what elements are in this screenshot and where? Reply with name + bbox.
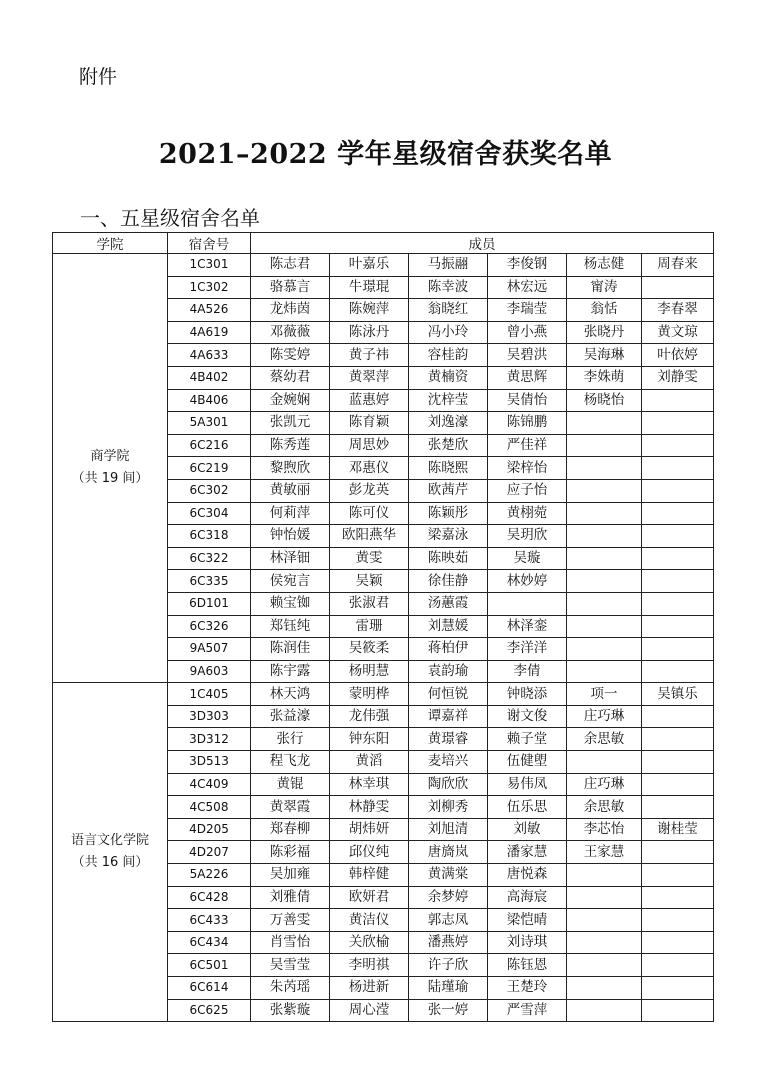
room-number-cell: 4C409: [168, 773, 251, 796]
member-cell: 叶嘉乐: [330, 254, 409, 277]
member-cell: 王家慧: [567, 841, 642, 864]
member-cell: 陆瑾瑜: [409, 977, 488, 1000]
member-cell: 骆慕言: [251, 276, 330, 299]
member-cell: [642, 592, 714, 615]
member-cell: 陈润佳: [251, 638, 330, 661]
member-cell: [567, 638, 642, 661]
member-cell: 郭志凤: [409, 909, 488, 932]
member-cell: 周春来: [642, 254, 714, 277]
member-cell: 钟怡媛: [251, 525, 330, 548]
member-cell: 张一婷: [409, 999, 488, 1022]
member-cell: 叶依婷: [642, 344, 714, 367]
college-cell: [53, 254, 168, 683]
member-cell: 吴海琳: [567, 344, 642, 367]
member-cell: [567, 592, 642, 615]
member-cell: 陈彩福: [251, 841, 330, 864]
member-cell: 伍乐思: [488, 796, 567, 819]
member-cell: 冯小玲: [409, 321, 488, 344]
member-cell: 杨志健: [567, 254, 642, 277]
member-cell: 余梦婷: [409, 886, 488, 909]
member-cell: 陶欣欣: [409, 773, 488, 796]
table-row: [53, 683, 714, 706]
member-cell: 邓薇薇: [251, 321, 330, 344]
member-cell: 容桂韵: [409, 344, 488, 367]
member-cell: 黄滔: [330, 751, 409, 774]
member-cell: 曾小燕: [488, 321, 567, 344]
member-cell: 刘诗琪: [488, 931, 567, 954]
member-cell: 谭嘉祥: [409, 705, 488, 728]
college-count: （共 19 间）: [71, 471, 149, 487]
member-cell: 龙伟强: [330, 705, 409, 728]
member-cell: 谢桂莹: [642, 818, 714, 841]
member-cell: 高海宸: [488, 886, 567, 909]
room-number-cell: 6C304: [168, 502, 251, 525]
member-cell: 蒙明桦: [330, 683, 409, 706]
member-cell: 牛璟琨: [330, 276, 409, 299]
member-cell: 陈颖彤: [409, 502, 488, 525]
member-cell: 伍健塱: [488, 751, 567, 774]
room-number-cell: 6C433: [168, 909, 251, 932]
member-cell: 余思敏: [567, 728, 642, 751]
room-number-cell: 6C318: [168, 525, 251, 548]
member-cell: 黄敏丽: [251, 479, 330, 502]
member-cell: 张楚欣: [409, 434, 488, 457]
header-college: 学院: [53, 233, 168, 254]
member-cell: 雷珊: [330, 615, 409, 638]
member-cell: 关欣榆: [330, 931, 409, 954]
room-number-cell: 1C302: [168, 276, 251, 299]
member-cell: [642, 502, 714, 525]
member-cell: 张行: [251, 728, 330, 751]
member-cell: [642, 479, 714, 502]
member-cell: 黄栩菀: [488, 502, 567, 525]
member-cell: [642, 977, 714, 1000]
member-cell: [567, 999, 642, 1022]
member-cell: 韩梓健: [330, 864, 409, 887]
member-cell: 欧茜芹: [409, 479, 488, 502]
member-cell: 吴玥欣: [488, 525, 567, 548]
member-cell: 吴碧洪: [488, 344, 567, 367]
member-cell: 郑春柳: [251, 818, 330, 841]
member-cell: 徐佳静: [409, 570, 488, 593]
member-cell: 刘敏: [488, 818, 567, 841]
room-number-cell: 6C335: [168, 570, 251, 593]
member-cell: [567, 751, 642, 774]
room-number-cell: 4B406: [168, 389, 251, 412]
member-cell: 朱芮瑶: [251, 977, 330, 1000]
college-count: （共 16 间）: [71, 855, 149, 871]
member-cell: [642, 909, 714, 932]
member-cell: [642, 389, 714, 412]
member-cell: [567, 457, 642, 480]
room-number-cell: 4A619: [168, 321, 251, 344]
room-number-cell: 9A507: [168, 638, 251, 661]
room-number-cell: 6D101: [168, 592, 251, 615]
member-cell: 谢文俊: [488, 705, 567, 728]
room-number-cell: 6C625: [168, 999, 251, 1022]
member-cell: [642, 954, 714, 977]
member-cell: 何莉萍: [251, 502, 330, 525]
member-cell: 李瑞莹: [488, 299, 567, 322]
member-cell: 林宏远: [488, 276, 567, 299]
member-cell: 翁恬: [567, 299, 642, 322]
room-number-cell: 4B402: [168, 366, 251, 389]
member-cell: 黄思辉: [488, 366, 567, 389]
dormitory-table: [52, 232, 714, 1022]
member-cell: [642, 728, 714, 751]
room-number-cell: 3D312: [168, 728, 251, 751]
member-cell: [567, 977, 642, 1000]
room-number-cell: 6C302: [168, 479, 251, 502]
member-cell: [642, 751, 714, 774]
room-number-cell: 6C614: [168, 977, 251, 1000]
member-cell: [567, 502, 642, 525]
member-cell: 庄巧琳: [567, 773, 642, 796]
member-cell: 林幸琪: [330, 773, 409, 796]
member-cell: 刘旭清: [409, 818, 488, 841]
member-cell: [642, 886, 714, 909]
member-cell: 吴筱柔: [330, 638, 409, 661]
member-cell: 欧妍君: [330, 886, 409, 909]
member-cell: 吴颖: [330, 570, 409, 593]
member-cell: 吴倩怡: [488, 389, 567, 412]
member-cell: 李姝萌: [567, 366, 642, 389]
member-cell: 潘家慧: [488, 841, 567, 864]
member-cell: 黄满棠: [409, 864, 488, 887]
table-body: [53, 254, 714, 1022]
member-cell: [567, 570, 642, 593]
member-cell: 李明祺: [330, 954, 409, 977]
member-cell: 黄文琼: [642, 321, 714, 344]
member-cell: 邱仪纯: [330, 841, 409, 864]
member-cell: 吴璇: [488, 547, 567, 570]
member-cell: 黎煦欣: [251, 457, 330, 480]
member-cell: 刘逸濠: [409, 412, 488, 435]
member-cell: 周思妙: [330, 434, 409, 457]
member-cell: 吴雪莹: [251, 954, 330, 977]
member-cell: 许子欣: [409, 954, 488, 977]
member-cell: 马振翮: [409, 254, 488, 277]
member-cell: [642, 570, 714, 593]
member-cell: [567, 931, 642, 954]
member-cell: 应子怡: [488, 479, 567, 502]
room-number-cell: 5A301: [168, 412, 251, 435]
header-members: 成员: [251, 233, 714, 254]
member-cell: 万善雯: [251, 909, 330, 932]
room-number-cell: 4D205: [168, 818, 251, 841]
member-cell: 陈幸波: [409, 276, 488, 299]
member-cell: 蓝惠婷: [330, 389, 409, 412]
room-number-cell: 6C501: [168, 954, 251, 977]
attachment-label: 附件: [79, 66, 118, 88]
room-number-cell: 4D207: [168, 841, 251, 864]
member-cell: [567, 909, 642, 932]
member-cell: 甯涛: [567, 276, 642, 299]
college-name: 商学院: [90, 449, 130, 465]
member-cell: 潘燕婷: [409, 931, 488, 954]
member-cell: [567, 547, 642, 570]
member-cell: 蔡幼君: [251, 366, 330, 389]
member-cell: 余思敏: [567, 796, 642, 819]
room-number-cell: 4C508: [168, 796, 251, 819]
member-cell: 庄巧琳: [567, 705, 642, 728]
member-cell: 肖雪怡: [251, 931, 330, 954]
room-number-cell: 6C326: [168, 615, 251, 638]
member-cell: 杨明慧: [330, 660, 409, 683]
member-cell: 张益濠: [251, 705, 330, 728]
room-number-cell: 1C301: [168, 254, 251, 277]
college-cell: [53, 683, 168, 1022]
member-cell: [488, 592, 567, 615]
member-cell: 黄楠资: [409, 366, 488, 389]
member-cell: 严雪萍: [488, 999, 567, 1022]
member-cell: 唐旖岚: [409, 841, 488, 864]
room-number-cell: 1C405: [168, 683, 251, 706]
member-cell: 金婉娴: [251, 389, 330, 412]
table-row: [53, 254, 714, 277]
member-cell: 陈宇露: [251, 660, 330, 683]
page-title: 2021–2022 学年星级宿舍获奖名单: [158, 139, 613, 170]
member-cell: 陈可仪: [330, 502, 409, 525]
room-number-cell: 6C219: [168, 457, 251, 480]
member-cell: 陈婉萍: [330, 299, 409, 322]
member-cell: [642, 615, 714, 638]
member-cell: [567, 479, 642, 502]
college-name: 语言文化学院: [70, 833, 149, 849]
member-cell: 李芯怡: [567, 818, 642, 841]
member-cell: 刘柳秀: [409, 796, 488, 819]
member-cell: [642, 864, 714, 887]
member-cell: 程飞龙: [251, 751, 330, 774]
member-cell: [567, 864, 642, 887]
header-room: 宿舍号: [168, 233, 251, 254]
member-cell: [642, 525, 714, 548]
member-cell: 黄锟: [251, 773, 330, 796]
member-cell: 张凯元: [251, 412, 330, 435]
member-cell: [642, 931, 714, 954]
member-cell: 林泽銮: [488, 615, 567, 638]
room-number-cell: 3D513: [168, 751, 251, 774]
member-cell: 蒋柏伊: [409, 638, 488, 661]
member-cell: [642, 999, 714, 1022]
member-cell: 李俊钢: [488, 254, 567, 277]
table-header-row: [53, 233, 714, 254]
member-cell: 陈雯婷: [251, 344, 330, 367]
member-cell: 陈晓熙: [409, 457, 488, 480]
member-cell: [642, 457, 714, 480]
room-number-cell: 9A603: [168, 660, 251, 683]
member-cell: 赖子堂: [488, 728, 567, 751]
member-cell: 郑钰纯: [251, 615, 330, 638]
member-cell: 李春翠: [642, 299, 714, 322]
member-cell: 黄子祎: [330, 344, 409, 367]
member-cell: 项一: [567, 683, 642, 706]
member-cell: [567, 886, 642, 909]
member-cell: 林天鸿: [251, 683, 330, 706]
member-cell: 王楚玲: [488, 977, 567, 1000]
member-cell: 张晓丹: [567, 321, 642, 344]
member-cell: 陈锦鹏: [488, 412, 567, 435]
room-number-cell: 3D303: [168, 705, 251, 728]
member-cell: 沈梓莹: [409, 389, 488, 412]
member-cell: 梁嘉泳: [409, 525, 488, 548]
member-cell: [642, 705, 714, 728]
member-cell: 林静雯: [330, 796, 409, 819]
member-cell: [567, 660, 642, 683]
member-cell: [567, 954, 642, 977]
member-cell: 杨进新: [330, 977, 409, 1000]
member-cell: 汤蕙霞: [409, 592, 488, 615]
member-cell: [642, 841, 714, 864]
member-cell: 何恒锐: [409, 683, 488, 706]
member-cell: 刘雅倩: [251, 886, 330, 909]
member-cell: 赖宝铷: [251, 592, 330, 615]
member-cell: 李倩: [488, 660, 567, 683]
section-title: 一、五星级宿舍名单: [80, 206, 260, 230]
member-cell: [642, 638, 714, 661]
member-cell: 彭龙英: [330, 479, 409, 502]
member-cell: 黄翠霞: [251, 796, 330, 819]
member-cell: 麦培兴: [409, 751, 488, 774]
member-cell: 欧阳燕华: [330, 525, 409, 548]
member-cell: 龙炜茵: [251, 299, 330, 322]
member-cell: 刘静雯: [642, 366, 714, 389]
member-cell: 翁晓红: [409, 299, 488, 322]
member-cell: 钟东阳: [330, 728, 409, 751]
member-cell: 李洋洋: [488, 638, 567, 661]
member-cell: 黄雯: [330, 547, 409, 570]
member-cell: 梁恺晴: [488, 909, 567, 932]
member-cell: [642, 276, 714, 299]
member-cell: [567, 525, 642, 548]
member-cell: 黄洁仪: [330, 909, 409, 932]
member-cell: 陈映茹: [409, 547, 488, 570]
room-number-cell: 4A526: [168, 299, 251, 322]
member-cell: 张淑君: [330, 592, 409, 615]
member-cell: [642, 660, 714, 683]
member-cell: [642, 796, 714, 819]
member-cell: [642, 434, 714, 457]
member-cell: 陈泳丹: [330, 321, 409, 344]
member-cell: 黄璟睿: [409, 728, 488, 751]
room-number-cell: 6C428: [168, 886, 251, 909]
member-cell: 梁梓怡: [488, 457, 567, 480]
member-cell: 吴加雍: [251, 864, 330, 887]
member-cell: 袁韵瑜: [409, 660, 488, 683]
member-cell: 严佳祥: [488, 434, 567, 457]
member-cell: [567, 615, 642, 638]
member-cell: [642, 773, 714, 796]
member-cell: 杨晓怡: [567, 389, 642, 412]
room-number-cell: 6C434: [168, 931, 251, 954]
member-cell: 陈育颖: [330, 412, 409, 435]
member-cell: [567, 412, 642, 435]
member-cell: 刘慧媛: [409, 615, 488, 638]
member-cell: 吴镇乐: [642, 683, 714, 706]
member-cell: [567, 434, 642, 457]
member-cell: 陈秀莲: [251, 434, 330, 457]
member-cell: 侯宛言: [251, 570, 330, 593]
room-number-cell: 4A633: [168, 344, 251, 367]
member-cell: 周心滢: [330, 999, 409, 1022]
room-number-cell: 6C216: [168, 434, 251, 457]
room-number-cell: 6C322: [168, 547, 251, 570]
member-cell: 张紫璇: [251, 999, 330, 1022]
member-cell: [642, 547, 714, 570]
member-cell: 林妙婷: [488, 570, 567, 593]
member-cell: 陈志君: [251, 254, 330, 277]
room-number-cell: 5A226: [168, 864, 251, 887]
member-cell: 林泽钿: [251, 547, 330, 570]
member-cell: [642, 412, 714, 435]
member-cell: 钟晓添: [488, 683, 567, 706]
member-cell: 黄翠萍: [330, 366, 409, 389]
member-cell: 唐悦森: [488, 864, 567, 887]
member-cell: 邓惠仪: [330, 457, 409, 480]
member-cell: 易伟凤: [488, 773, 567, 796]
member-cell: 胡炜妍: [330, 818, 409, 841]
member-cell: 陈钰恩: [488, 954, 567, 977]
